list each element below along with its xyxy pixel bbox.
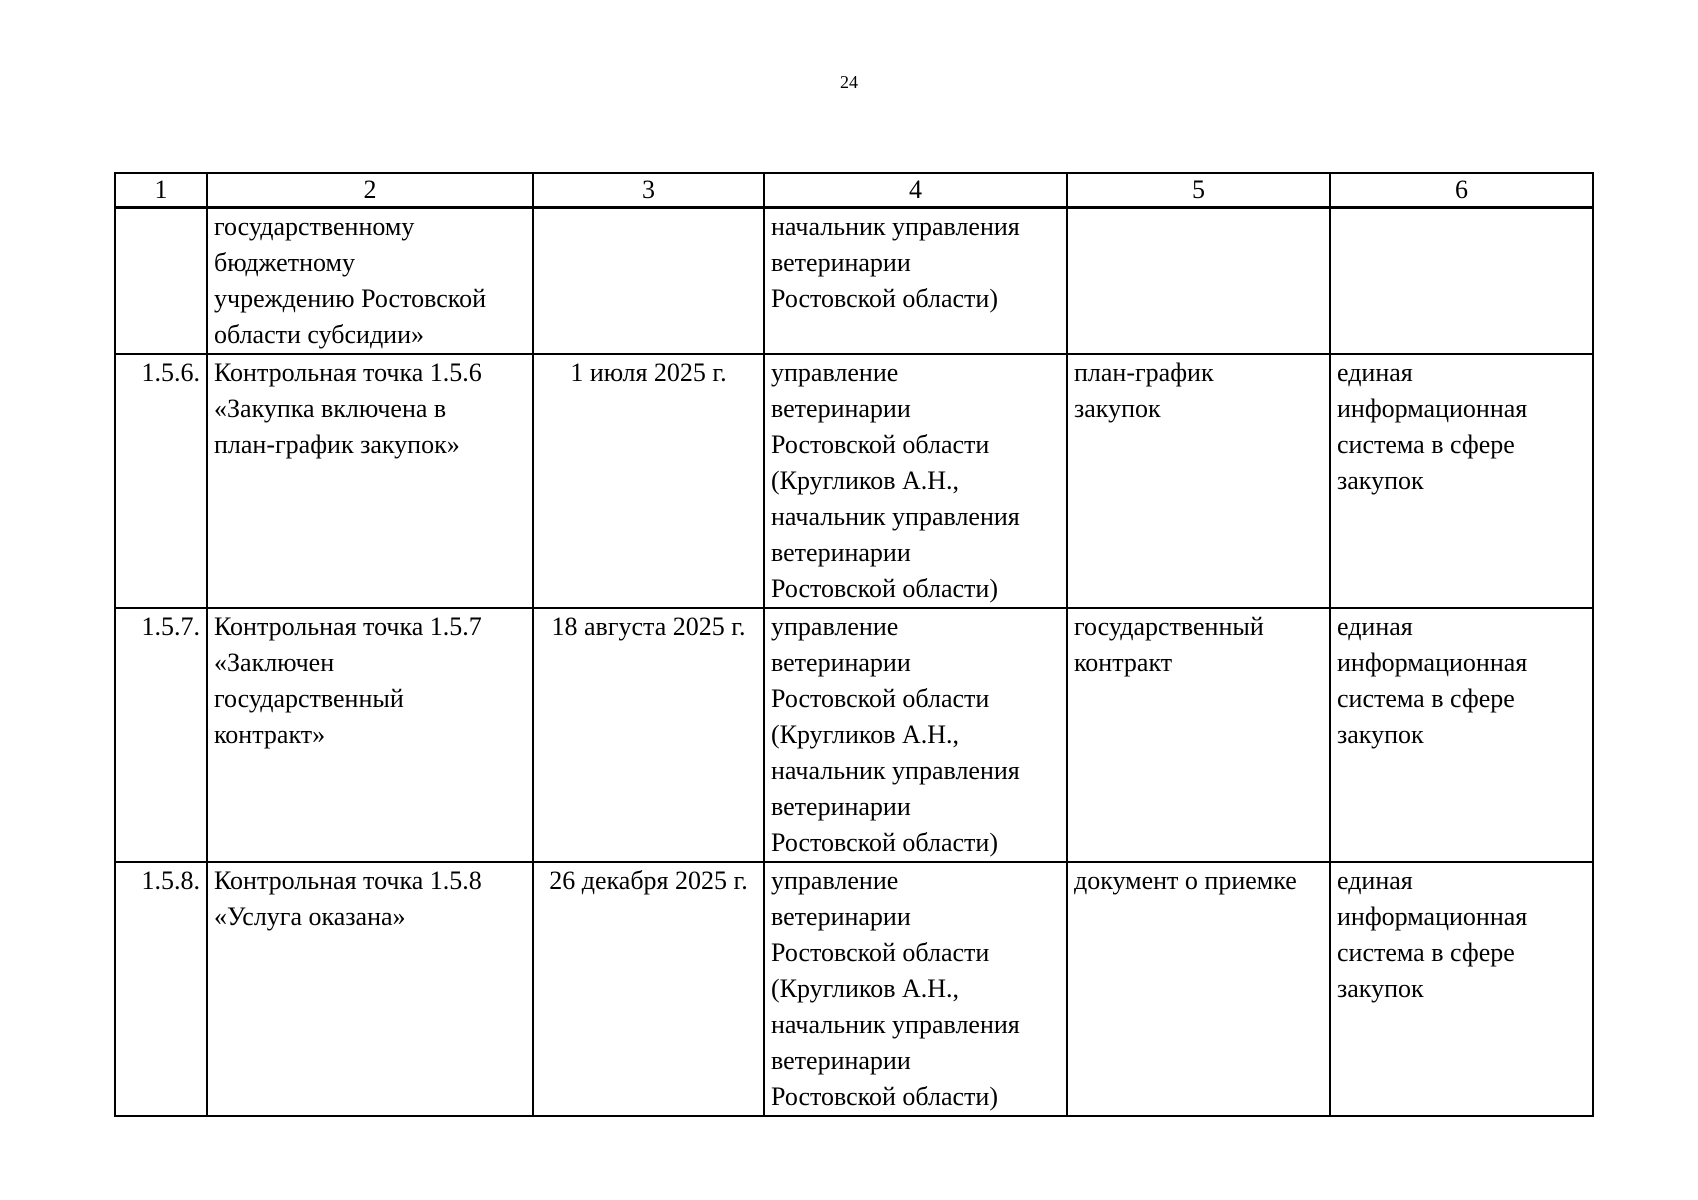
cell-number: 1.5.8.: [115, 862, 207, 1116]
cell-number: 1.5.6.: [115, 354, 207, 608]
column-header-2: 2: [207, 173, 533, 208]
cell-name: государственному бюджетному учреждению Ростовской области субсидии»: [207, 208, 533, 355]
cell-document: государственный контракт: [1067, 608, 1330, 862]
cell-system: единая информационная система в сфере закупок: [1330, 608, 1593, 862]
cell-date: 18 августа 2025 г.: [533, 608, 764, 862]
table-row: [115, 608, 1593, 862]
page-number: 24: [840, 72, 858, 92]
cell-system: единая информационная система в сфере закупок: [1330, 354, 1593, 608]
cell-system: единая информационная система в сфере закупок: [1330, 862, 1593, 1116]
column-header-6: 6: [1330, 173, 1593, 208]
cell-number: [115, 208, 207, 355]
column-header-1: 1: [115, 173, 207, 208]
cell-date: 1 июля 2025 г.: [533, 354, 764, 608]
cell-document: [1067, 208, 1330, 355]
cell-responsible: управление ветеринарии Ростовской области (Кругликов А.Н., начальник управления ветеринарии Ростовской области): [764, 608, 1067, 862]
cell-document: план-график закупок: [1067, 354, 1330, 608]
table-row: [115, 208, 1593, 355]
control-points-table: [114, 172, 1594, 1117]
cell-responsible: управление ветеринарии Ростовской области (Кругликов А.Н., начальник управления ветеринарии Ростовской области): [764, 862, 1067, 1116]
table-row: [115, 354, 1593, 608]
cell-name: Контрольная точка 1.5.7 «Заключен государственный контракт»: [207, 608, 533, 862]
table-header-row: [115, 173, 1593, 208]
column-header-4: 4: [764, 173, 1067, 208]
cell-name: Контрольная точка 1.5.6 «Закупка включена в план-график закупок»: [207, 354, 533, 608]
cell-name: Контрольная точка 1.5.8 «Услуга оказана»: [207, 862, 533, 1116]
cell-date: [533, 208, 764, 355]
cell-responsible: управление ветеринарии Ростовской области (Кругликов А.Н., начальник управления ветеринарии Ростовской области): [764, 354, 1067, 608]
column-header-5: 5: [1067, 173, 1330, 208]
column-header-3: 3: [533, 173, 764, 208]
cell-responsible: начальник управления ветеринарии Ростовской области): [764, 208, 1067, 355]
cell-number: 1.5.7.: [115, 608, 207, 862]
cell-document: документ о приемке: [1067, 862, 1330, 1116]
cell-date: 26 декабря 2025 г.: [533, 862, 764, 1116]
cell-system: [1330, 208, 1593, 355]
table-row: [115, 862, 1593, 1116]
